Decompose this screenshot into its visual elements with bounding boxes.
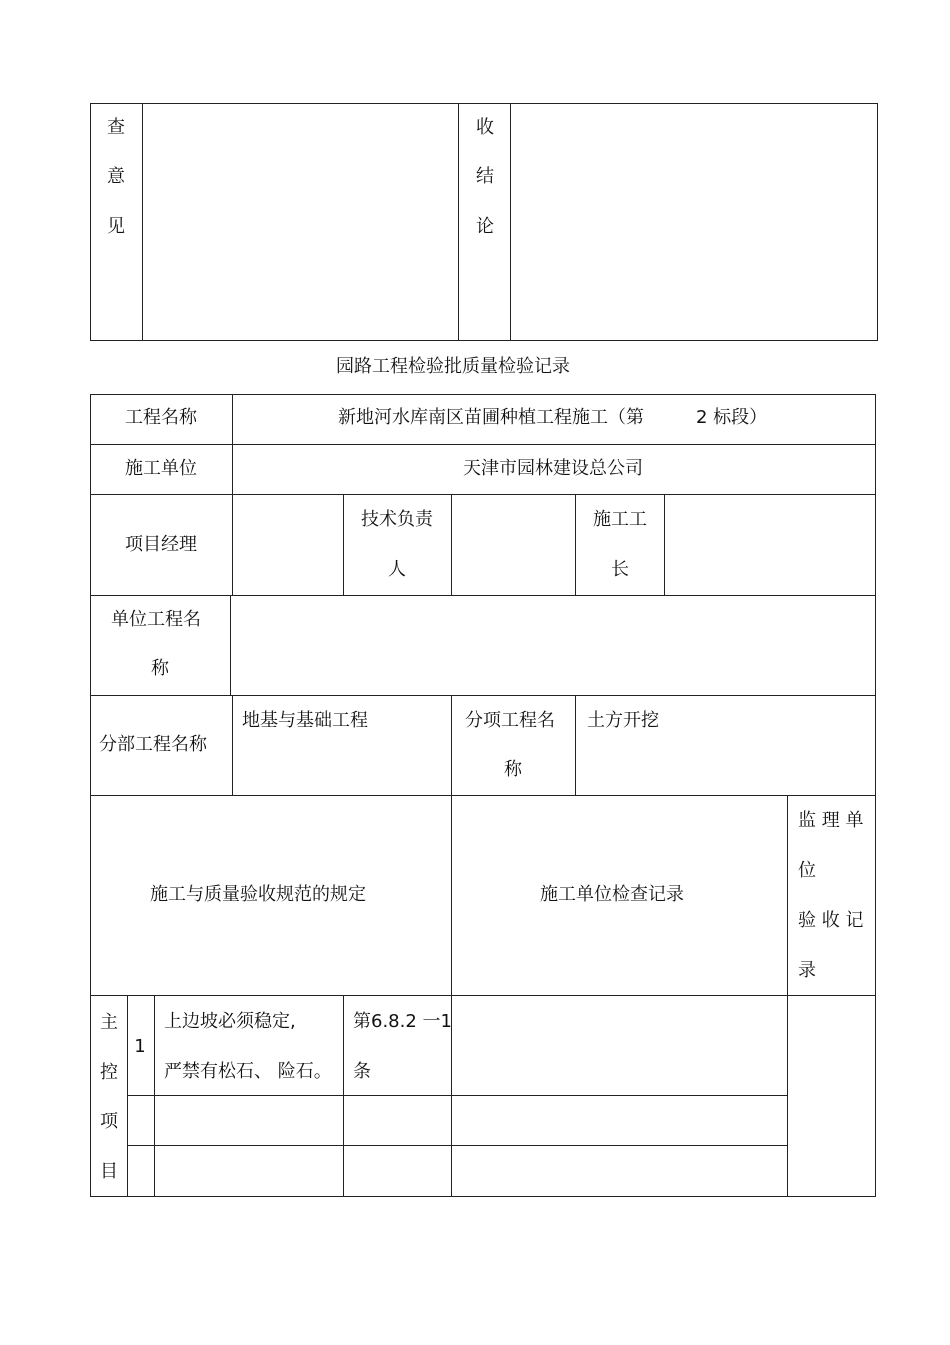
col-divider [451, 494, 452, 595]
row-divider [90, 444, 876, 445]
inspection-opinion-char: 意 [107, 166, 125, 187]
acceptance-conclusion-char: 结 [476, 166, 494, 187]
col-divider [154, 995, 155, 1197]
division-value: 地基与基础工程 [242, 710, 368, 731]
subitem-label: 称 [504, 759, 522, 780]
division-label: 分部工程名称 [99, 734, 207, 755]
row-divider [127, 1145, 787, 1146]
supervision-header: 验 收 记 [798, 910, 864, 931]
row-divider [90, 795, 876, 796]
construction-unit-value: 天津市园林建设总公司 [463, 458, 643, 479]
col-divider [343, 995, 344, 1197]
tech-lead-label: 人 [388, 559, 406, 580]
subitem-label: 分项工程名 [465, 710, 555, 731]
col-divider [787, 795, 788, 1197]
col-divider [127, 995, 128, 1197]
supervision-header: 位 [798, 860, 816, 881]
construction-unit-label: 施工单位 [125, 458, 197, 479]
main-control-char: 主 [100, 1012, 118, 1033]
acceptance-conclusion-char: 收 [476, 117, 494, 138]
main-control-char: 控 [100, 1062, 118, 1083]
item-clause: 条 [353, 1061, 371, 1082]
row-divider [90, 494, 876, 495]
unit-project-name-label: 称 [151, 658, 169, 679]
form-title: 园路工程检验批质量检验记录 [336, 356, 570, 377]
divider [510, 103, 511, 341]
item-number: 1 [134, 1036, 146, 1057]
divider [142, 103, 143, 341]
col-divider [451, 795, 452, 995]
project-name-section: 2 标段） [696, 407, 768, 428]
supervision-header: 监 理 单 [798, 810, 864, 831]
row-divider [90, 995, 876, 996]
row-divider [127, 1095, 787, 1096]
item-clause: 第6.8.2 一1 [353, 1011, 452, 1032]
project-manager-label: 项目经理 [125, 534, 197, 555]
unit-project-name-label: 单位工程名 [111, 609, 201, 630]
col-divider [575, 695, 576, 795]
spec-header: 施工与质量验收规范的规定 [150, 884, 366, 905]
col-divider [664, 494, 665, 595]
acceptance-conclusion-char: 论 [476, 216, 494, 237]
col-divider [343, 494, 344, 595]
divider [458, 103, 459, 341]
item-requirement: 上边坡必须稳定, [164, 1011, 296, 1032]
row-divider [90, 695, 876, 696]
col-divider [575, 494, 576, 595]
project-name-label: 工程名称 [125, 407, 197, 428]
foreman-label: 施工工 [593, 509, 647, 530]
main-control-char: 项 [100, 1111, 118, 1132]
supervision-header: 录 [798, 960, 816, 981]
project-name-value: 新地河水库南区苗圃种植工程施工（第 [338, 407, 644, 428]
tech-lead-label: 技术负责 [361, 509, 433, 530]
col-divider [451, 695, 452, 795]
row-divider [90, 595, 876, 596]
unit-check-header: 施工单位检查记录 [540, 884, 684, 905]
main-control-char: 目 [100, 1161, 118, 1182]
col-divider [232, 394, 233, 595]
subitem-value: 土方开挖 [587, 710, 659, 731]
foreman-label: 长 [611, 559, 629, 580]
col-divider [232, 695, 233, 795]
col-divider [230, 595, 231, 695]
item-requirement: 严禁有松石、 险石。 [164, 1061, 332, 1082]
inspection-opinion-char: 查 [107, 117, 125, 138]
inspection-opinion-char: 见 [107, 216, 125, 237]
